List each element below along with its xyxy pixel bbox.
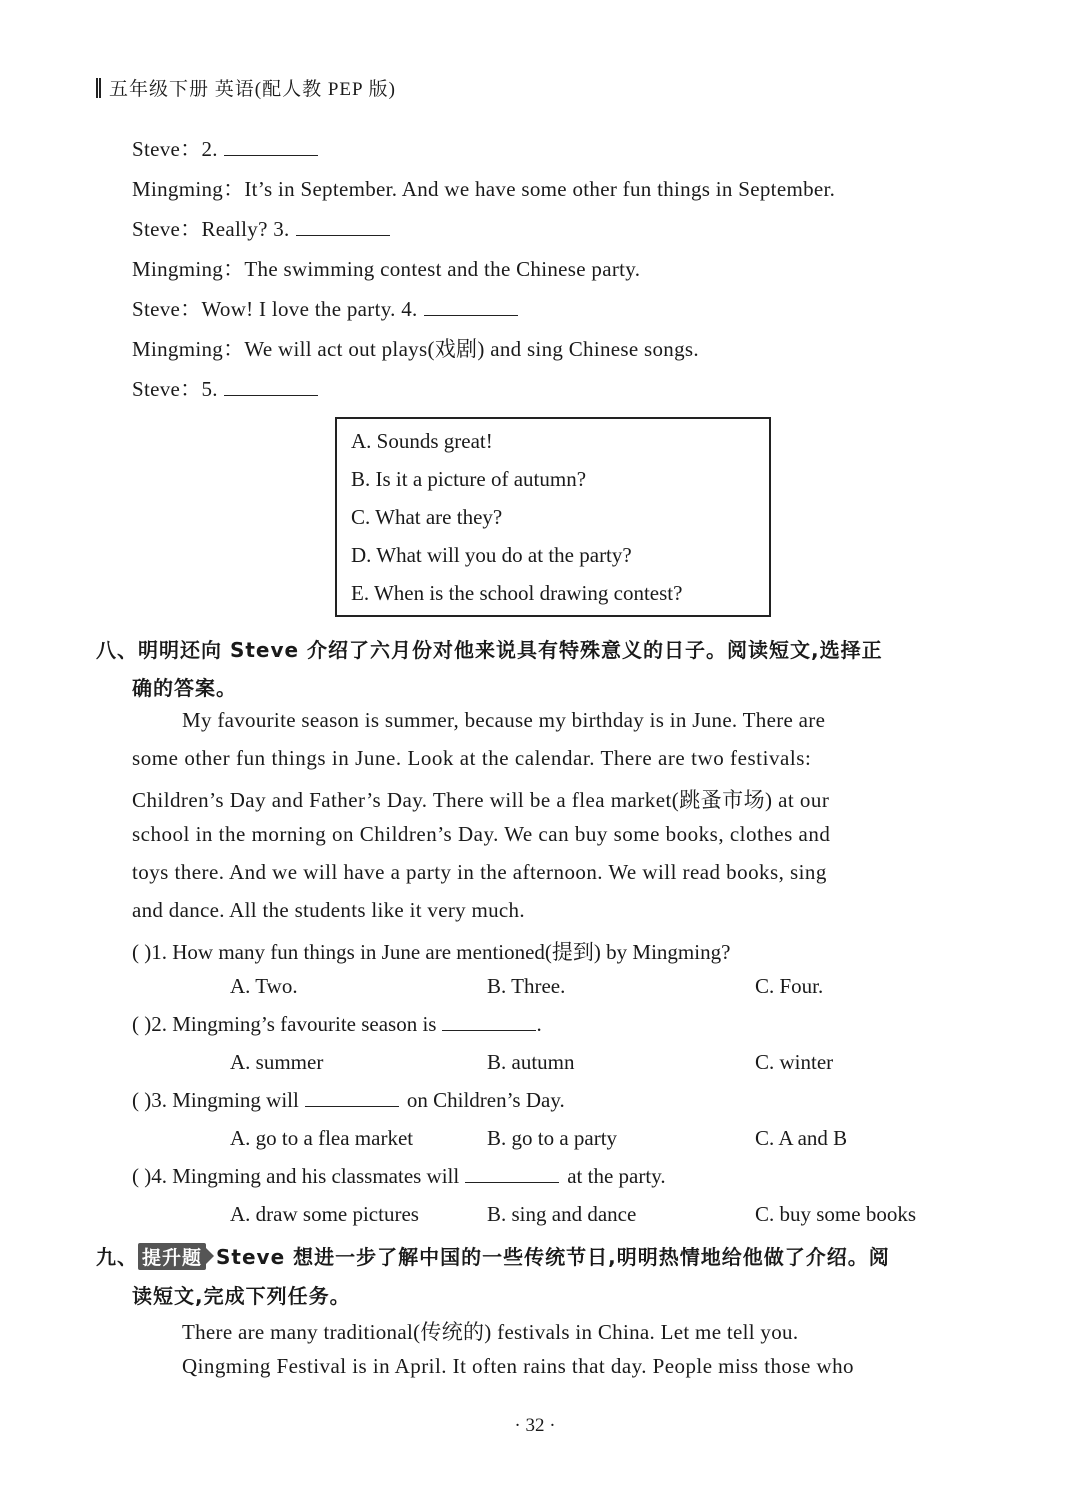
choice-b: B. autumn	[487, 1050, 575, 1074]
dialogue-line	[132, 333, 699, 363]
dialogue-text: The swimming contest and the Chinese party.	[244, 257, 641, 281]
header-bar-mark	[96, 78, 101, 98]
choice-c: C. A and B	[755, 1126, 848, 1150]
passage-line: school in the morning on Children’s Day. We can buy some books, clothes and	[132, 822, 831, 846]
section-8-title: 八、明明还向 Steve 介绍了六月份对他来说具有特殊意义的日子。阅读短文,选择正	[96, 638, 883, 662]
section-9-prefix: 九、	[96, 1245, 138, 1269]
passage-line: Children’s Day and Father’s Day. There will be a flea market(跳蚤市场) at our	[132, 788, 830, 812]
answer-blank[interactable]	[424, 297, 518, 316]
choice-c: C. Four.	[755, 974, 824, 998]
question-3	[132, 1088, 565, 1113]
choice-a: A. Two.	[230, 974, 298, 998]
choice-b: B. go to a party	[487, 1126, 618, 1150]
choice-c: C. buy some books	[755, 1202, 917, 1226]
passage-line: and dance. All the students like it very much.	[132, 898, 525, 922]
choice-b: B. sing and dance	[487, 1202, 637, 1226]
answer-blank[interactable]	[305, 1088, 399, 1107]
dialogue-text: 2.	[201, 137, 218, 161]
question-stem: 2. Mingming’s favourite season is	[151, 1012, 437, 1036]
page-header	[96, 74, 396, 101]
section-9-title	[96, 1241, 890, 1270]
answer-paren[interactable]: ( )	[132, 1012, 152, 1036]
answer-paren[interactable]: ( )	[132, 1164, 152, 1188]
speaker: Mingming：	[132, 177, 245, 201]
dialogue-text: Really? 3.	[201, 217, 290, 241]
section-8-title-cont: 确的答案。	[132, 676, 237, 700]
choice-a: A. go to a flea market	[230, 1126, 414, 1150]
dialogue-line	[132, 173, 835, 203]
question-tail: at the party.	[567, 1164, 666, 1188]
dialogue-line	[132, 213, 390, 243]
answer-paren[interactable]: ( )	[132, 940, 152, 964]
dialogue-text: 5.	[201, 377, 218, 401]
answer-blank[interactable]	[224, 377, 318, 396]
question-stem: 4. Mingming and his classmates will	[151, 1164, 460, 1188]
question-tail: .	[536, 1012, 542, 1036]
dialogue-line	[132, 293, 518, 323]
option-item: A. Sounds great!	[351, 429, 493, 453]
speaker: Steve：	[132, 137, 202, 161]
question-stem: 3. Mingming will	[151, 1088, 299, 1112]
passage-line: My favourite season is summer, because my birthday is in June. There are	[182, 708, 826, 732]
answer-blank[interactable]	[442, 1012, 536, 1031]
dialogue-line	[132, 253, 640, 283]
option-item: E. When is the school drawing contest?	[351, 581, 683, 605]
choice-a: A. summer	[230, 1050, 324, 1074]
section-9-title-text: Steve 想进一步了解中国的一些传统节日,明明热情地给他做了介绍。阅	[216, 1245, 890, 1269]
speaker: Steve：	[132, 297, 202, 321]
dialogue-line	[132, 373, 318, 403]
question-2	[132, 1012, 542, 1037]
question-1	[132, 936, 730, 966]
section-9-title-cont: 读短文,完成下列任务。	[132, 1284, 351, 1308]
answer-blank[interactable]	[465, 1164, 559, 1183]
question-stem: 1. How many fun things in June are mentioned(提到) by Mingming?	[151, 940, 731, 964]
dialogue-text: We will act out plays(戏剧) and sing Chinese songs.	[244, 337, 699, 361]
dialogue-text: It’s in September. And we have some other fun things in September.	[244, 177, 836, 201]
page-number: · 32 ·	[514, 1415, 556, 1436]
header-text: 五年级下册 英语(配人教 PEP 版)	[109, 79, 396, 100]
passage-line: toys there. And we will have a party in the afternoon. We will read books, sing	[132, 860, 827, 884]
choice-b: B. Three.	[487, 974, 566, 998]
passage-line: Qingming Festival is in April. It often rains that day. People miss those who	[182, 1354, 854, 1378]
question-tail: on Children’s Day.	[406, 1088, 565, 1112]
dialogue-text: Wow! I love the party. 4.	[201, 297, 418, 321]
answer-blank[interactable]	[296, 217, 390, 236]
passage-line: There are many traditional(传统的) festivals in China. Let me tell you.	[182, 1320, 799, 1344]
option-item: C. What are they?	[351, 505, 503, 529]
passage-line: some other fun things in June. Look at the calendar. There are two festivals:	[132, 746, 812, 770]
option-item: D. What will you do at the party?	[351, 543, 632, 567]
choice-a: A. draw some pictures	[230, 1202, 419, 1226]
speaker: Mingming：	[132, 257, 245, 281]
answer-blank[interactable]	[224, 137, 318, 156]
choice-c: C. winter	[755, 1050, 834, 1074]
option-item: B. Is it a picture of autumn?	[351, 467, 587, 491]
advanced-tag: 提升题	[138, 1243, 206, 1270]
dialogue-line	[132, 133, 318, 163]
speaker: Mingming：	[132, 337, 245, 361]
speaker: Steve：	[132, 217, 202, 241]
answer-paren[interactable]: ( )	[132, 1088, 152, 1112]
question-4	[132, 1164, 666, 1189]
speaker: Steve：	[132, 377, 202, 401]
options-box	[335, 417, 771, 617]
